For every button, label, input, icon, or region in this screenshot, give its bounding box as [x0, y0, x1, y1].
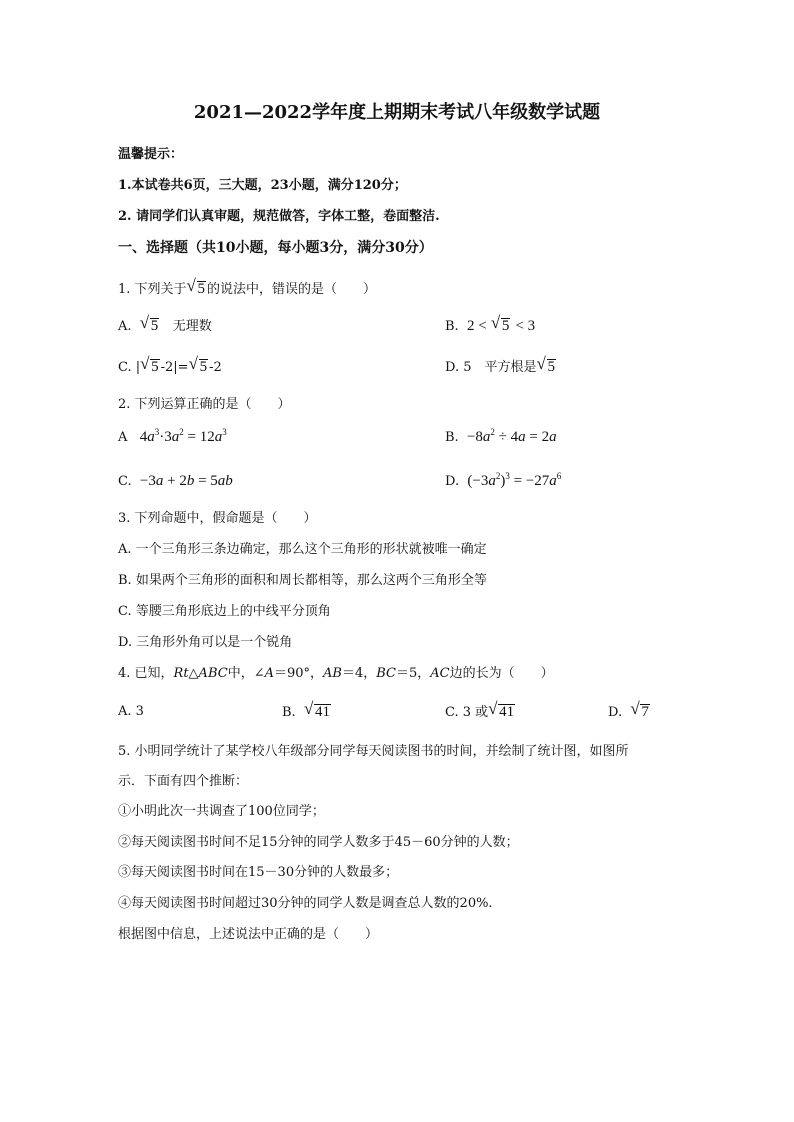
- tip-item: 1.本试卷共6页，三大题，23小题，满分120分；: [118, 178, 407, 193]
- q1-option-b: B. 2 < √ 5 < 3: [445, 317, 535, 336]
- q5-inference: ①小明此次一共调查了100位同学；: [118, 804, 325, 819]
- page-title: 2021—2022学年度上期期末考试八年级数学试题: [193, 102, 601, 123]
- question-5-stem: 5. 小明同学统计了某学校八年级部分同学每天阅读图书的时间，并绘制了统计图，如图所: [118, 744, 629, 759]
- q2-option-d: D. $(-3a^2)^3 = -27a^6$: [445, 471, 562, 489]
- tip-item: 2. 请同学们认真审题，规范做答，字体工整，卷面整洁.: [118, 209, 440, 224]
- q5-inference: ②每天阅读图书时间不足15分钟的同学人数多于45－60分钟的人数；: [118, 835, 519, 850]
- q3-option-b: B. 如果两个三角形的面积和周长都相等，那么这两个三角形全等: [118, 573, 487, 588]
- q3-option-a: A. 一个三角形三条边确定，那么这个三角形的形状就被唯一确定: [118, 542, 487, 557]
- question-4-stem: 4. 已知，Rt△ABC中，∠A＝90°，AB＝4，BC＝5，AC边的长为（ ）: [118, 666, 554, 681]
- tips-heading: 温馨提示：: [118, 147, 184, 162]
- q1-stem-text: 1. 下列关于: [118, 282, 187, 297]
- q3-option-d: D. 三角形外角可以是一个锐角: [118, 635, 293, 650]
- q1-option-d: D. 5 平方根是√ 5: [445, 358, 557, 377]
- q1-stem-text: 的说法中，错误的是（ ）: [207, 282, 377, 297]
- q3-option-c: C. 等腰三角形底边上的中线平分顶角: [118, 604, 331, 619]
- q5-inference: ③每天阅读图书时间在15－30分钟的人数最多；: [118, 865, 399, 880]
- q2-option-a: A $4a^3\cdot 3a^2 = 12a^3$: [118, 427, 227, 445]
- q4-option-d: D. √ 7: [608, 703, 651, 722]
- q5-question: 根据图中信息，上述说法中正确的是（ ）: [118, 927, 379, 942]
- q1-option-c: C. |√ 5 -2|=√ 5 -2: [118, 358, 222, 377]
- question-3-stem: 3. 下列命题中，假命题是（ ）: [118, 511, 317, 526]
- q5-inference: ④每天阅读图书时间超过30分钟的同学人数是调查总人数的20%.: [118, 896, 493, 911]
- question-1-stem: [118, 280, 376, 299]
- question-2-stem: 2. 下列运算正确的是（ ）: [118, 397, 291, 412]
- q2-option-b: B. $-8a^2 \div 4a = 2a$: [445, 427, 557, 445]
- sqrt-symbol: √ 5: [187, 280, 207, 298]
- section-heading: 一、选择题（共10小题，每小题3分，满分30分）: [118, 240, 433, 256]
- q2-option-c: C. −3a + 2b = 5ab: [118, 473, 233, 489]
- question-5-stem-cont: 示．下面有四个推断：: [118, 774, 249, 789]
- q4-option-b: B. √ 41: [282, 703, 332, 722]
- q4-option-a: A. 3: [118, 704, 144, 719]
- q4-option-c: C. 3 或√ 41: [445, 703, 516, 722]
- q1-option-a: A. √ 5 无理数: [118, 317, 212, 336]
